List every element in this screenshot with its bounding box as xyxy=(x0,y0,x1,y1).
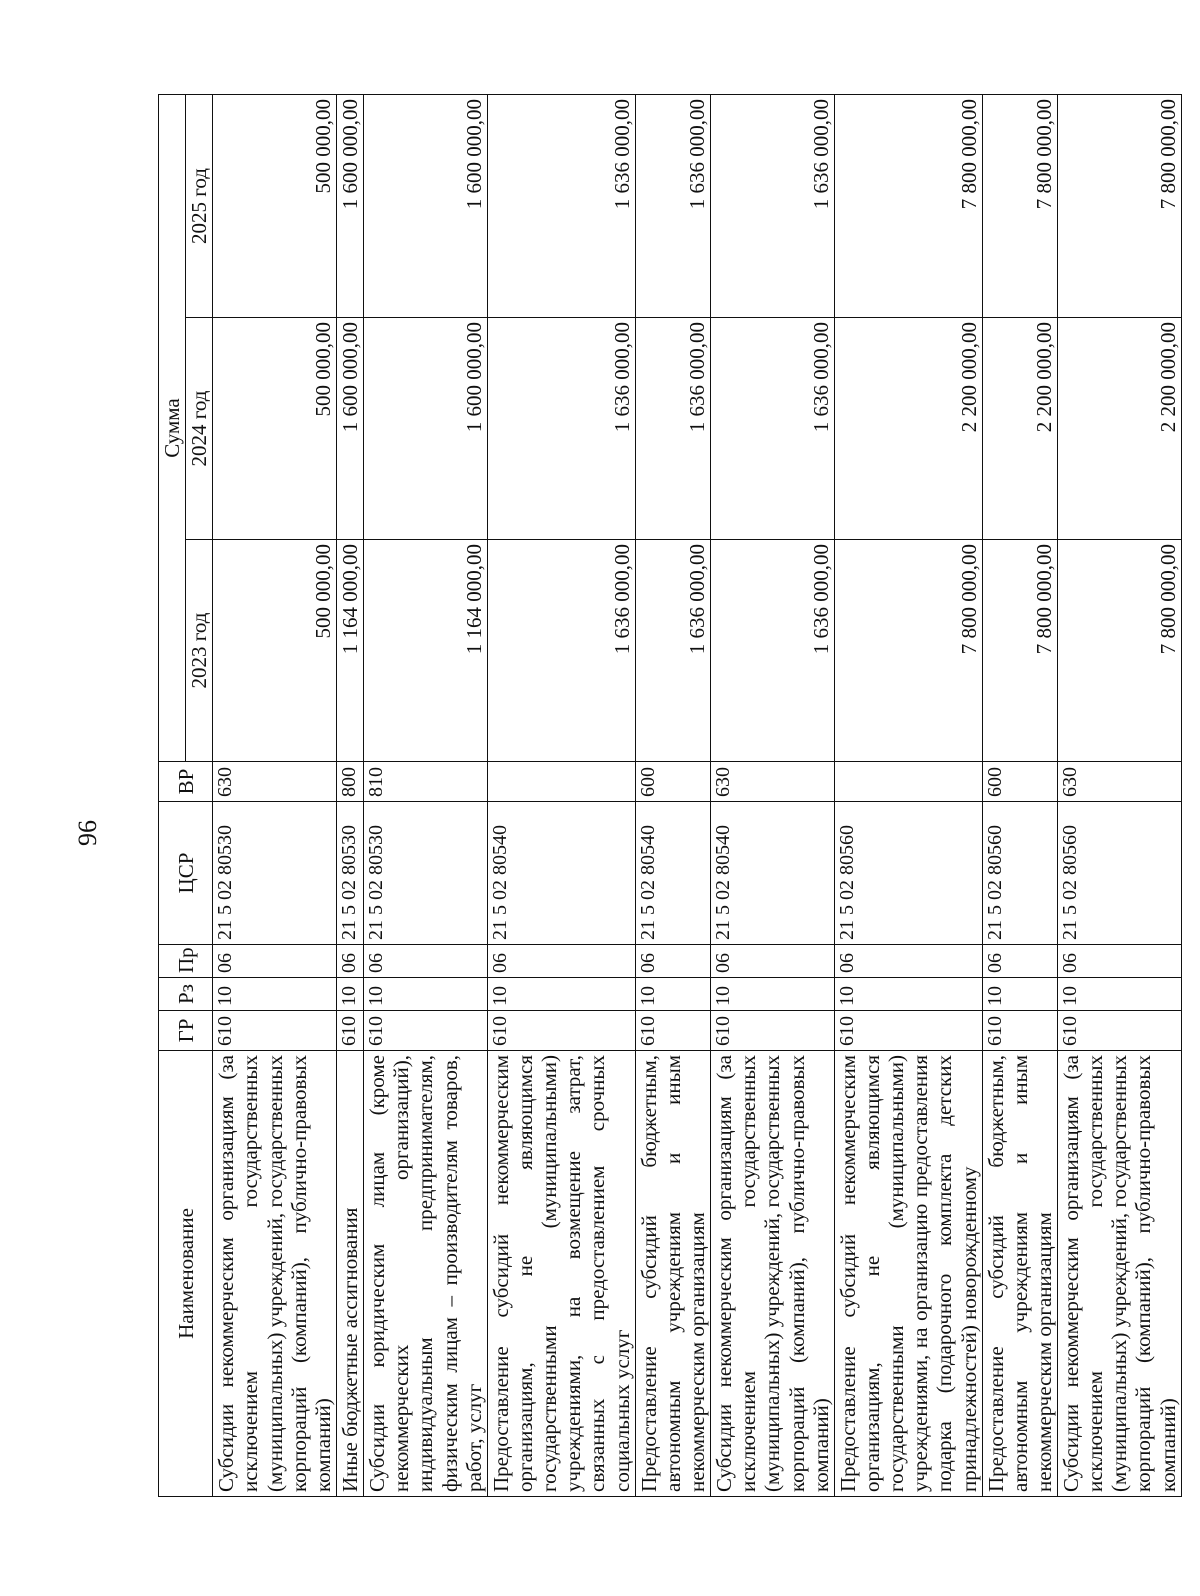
row-2025: 1 636 000,00 xyxy=(635,94,710,317)
table-row xyxy=(213,94,337,1496)
row-csr: 21 5 02 80530 xyxy=(364,802,488,945)
row-pr: 06 xyxy=(982,945,1057,978)
row-2025: 1 636 000,00 xyxy=(711,94,835,317)
row-name: Субсидии юридическим лицам (кроме некоммерческих организаций), индивидуальным предпринимателям, физическим лицам – производителям товаров, работ, услуг xyxy=(364,1051,488,1497)
row-2025: 1 600 000,00 xyxy=(364,94,488,317)
row-2025: 1 636 000,00 xyxy=(487,94,635,317)
row-csr: 21 5 02 80560 xyxy=(1058,802,1182,945)
row-2023: 1 164 000,00 xyxy=(364,540,488,762)
row-pr: 06 xyxy=(1058,945,1182,978)
row-vr: 600 xyxy=(635,762,710,802)
table-row xyxy=(336,94,363,1496)
row-2024: 1 636 000,00 xyxy=(487,318,635,540)
row-gr: 610 xyxy=(982,1011,1057,1051)
row-csr: 21 5 02 80540 xyxy=(635,802,710,945)
table-row xyxy=(711,94,835,1496)
row-gr: 610 xyxy=(364,1011,488,1051)
table-row xyxy=(364,94,488,1496)
header-2024: 2024 год xyxy=(186,318,213,540)
row-2023: 1 164 000,00 xyxy=(336,540,363,762)
row-pr: 06 xyxy=(336,945,363,978)
row-2025: 7 800 000,00 xyxy=(834,94,982,317)
table-row xyxy=(834,94,982,1496)
row-pr: 06 xyxy=(364,945,488,978)
row-vr: 630 xyxy=(213,762,337,802)
page-number: 96 xyxy=(73,820,102,846)
row-name: Иные бюджетные ассигнования xyxy=(336,1051,363,1497)
row-gr: 610 xyxy=(635,1011,710,1051)
header-name: Наименование xyxy=(159,1051,213,1497)
row-2025: 1 600 000,00 xyxy=(336,94,363,317)
row-name: Предоставление субсидий некоммерческим организациям, не являющимся государственными (муниципальными) учреждениями, на возмещение затрат, связанных с предоставлением срочных социальных услуг xyxy=(487,1051,635,1497)
header-pr: Пр xyxy=(159,945,213,978)
row-2023: 1 636 000,00 xyxy=(635,540,710,762)
row-vr: 630 xyxy=(711,762,835,802)
table-row xyxy=(1058,94,1182,1496)
row-vr xyxy=(487,762,635,802)
row-2024: 2 200 000,00 xyxy=(834,318,982,540)
row-pr: 06 xyxy=(213,945,337,978)
row-2024: 1 600 000,00 xyxy=(336,318,363,540)
row-2024: 2 200 000,00 xyxy=(1058,318,1182,540)
row-pr: 06 xyxy=(711,945,835,978)
table-header-row xyxy=(159,94,186,1496)
row-2024: 1 636 000,00 xyxy=(711,318,835,540)
row-vr: 810 xyxy=(364,762,488,802)
row-vr: 630 xyxy=(1058,762,1182,802)
table-row xyxy=(982,94,1057,1496)
row-2024: 1 600 000,00 xyxy=(364,318,488,540)
row-csr: 21 5 02 80530 xyxy=(213,802,337,945)
row-rz: 10 xyxy=(213,978,337,1011)
row-csr: 21 5 02 80540 xyxy=(711,802,835,945)
row-rz: 10 xyxy=(1058,978,1182,1011)
row-rz: 10 xyxy=(487,978,635,1011)
row-2024: 2 200 000,00 xyxy=(982,318,1057,540)
row-2023: 1 636 000,00 xyxy=(487,540,635,762)
row-2023: 7 800 000,00 xyxy=(982,540,1057,762)
header-csr: ЦСР xyxy=(159,802,213,945)
table-row xyxy=(487,94,635,1496)
row-csr: 21 5 02 80560 xyxy=(834,802,982,945)
row-name: Предоставление субсидий некоммерческим организациям, не являющимся государственными (муниципальными) учреждениями, на организацию предоставления подарка (подарочного комплекта детских принадлежностей) новорожденному xyxy=(834,1051,982,1497)
header-gr: ГР xyxy=(159,1011,213,1051)
row-name: Субсидии некоммерческим организациям (за исключением государственных (муниципальных) учреждений, государственных корпораций (компаний), публично-правовых компаний) xyxy=(1058,1051,1182,1497)
row-gr: 610 xyxy=(711,1011,835,1051)
row-2023: 7 800 000,00 xyxy=(834,540,982,762)
row-2023: 1 636 000,00 xyxy=(711,540,835,762)
row-gr: 610 xyxy=(834,1011,982,1051)
row-name: Предоставление субсидий бюджетным, автономным учреждениям и иным некоммерческим организациям xyxy=(982,1051,1057,1497)
row-pr: 06 xyxy=(487,945,635,978)
row-rz: 10 xyxy=(364,978,488,1011)
row-2025: 500 000,00 xyxy=(213,94,337,317)
row-name: Субсидии некоммерческим организациям (за исключением государственных (муниципальных) учреждений, государственных корпораций (компаний), публично-правовых компаний) xyxy=(213,1051,337,1497)
table-row xyxy=(635,94,710,1496)
row-pr: 06 xyxy=(635,945,710,978)
row-gr: 610 xyxy=(487,1011,635,1051)
header-vr: ВР xyxy=(159,762,213,802)
row-name: Предоставление субсидий бюджетным, автономным учреждениям и иным некоммерческим организациям xyxy=(635,1051,710,1497)
row-vr: 600 xyxy=(982,762,1057,802)
row-rz: 10 xyxy=(834,978,982,1011)
row-rz: 10 xyxy=(635,978,710,1011)
row-csr: 21 5 02 80540 xyxy=(487,802,635,945)
row-rz: 10 xyxy=(336,978,363,1011)
header-2025: 2025 год xyxy=(186,94,213,317)
row-csr: 21 5 02 80530 xyxy=(336,802,363,945)
row-gr: 610 xyxy=(336,1011,363,1051)
rotated-table-container xyxy=(158,95,1180,1497)
header-2023: 2023 год xyxy=(186,540,213,762)
row-2025: 7 800 000,00 xyxy=(1058,94,1182,317)
row-vr xyxy=(834,762,982,802)
row-vr: 800 xyxy=(336,762,363,802)
row-2024: 1 636 000,00 xyxy=(635,318,710,540)
row-pr: 06 xyxy=(834,945,982,978)
row-gr: 610 xyxy=(213,1011,337,1051)
row-name: Субсидии некоммерческим организациям (за исключением государственных (муниципальных) учреждений, государственных корпораций (компаний), публично-правовых компаний) xyxy=(711,1051,835,1497)
row-2024: 500 000,00 xyxy=(213,318,337,540)
row-2023: 500 000,00 xyxy=(213,540,337,762)
budget-table xyxy=(158,94,1182,1497)
row-gr: 610 xyxy=(1058,1011,1182,1051)
row-2023: 7 800 000,00 xyxy=(1058,540,1182,762)
header-sum: Сумма xyxy=(159,94,186,761)
header-rz: Рз xyxy=(159,978,213,1011)
row-csr: 21 5 02 80560 xyxy=(982,802,1057,945)
row-rz: 10 xyxy=(711,978,835,1011)
row-2025: 7 800 000,00 xyxy=(982,94,1057,317)
row-rz: 10 xyxy=(982,978,1057,1011)
